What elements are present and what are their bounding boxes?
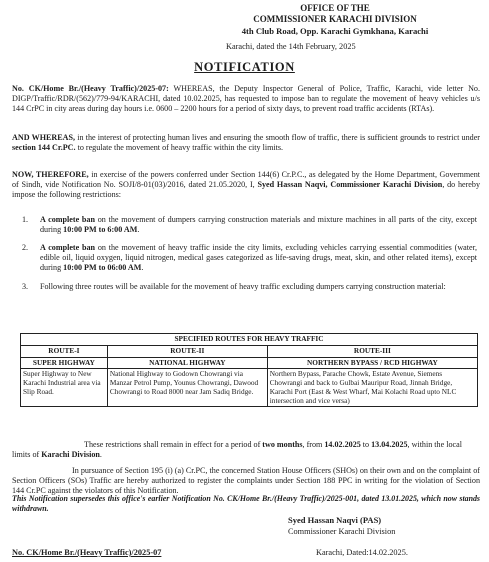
- signatory-designation: Commissioner Karachi Division: [288, 527, 396, 536]
- paragraph-whereas-text: WHEREAS, the Deputy Inspector General of Police, Traffic, Karachi, vide letter No. DIGP/Traffic/RDR/(562)/779-94/KARACHI, dated 10.02.2025, has requested to impose ban to regulate the movement of heavy vehicles u/s 144 CrPC in city areas during day hours i.e. 0600 – 2200 hours for a period of sixty days, to prevent road traffic accidents (RTAs).: [12, 84, 480, 114]
- restrictions-duration: two months: [262, 440, 303, 449]
- notification-reference: No. CK/Home Br./(Heavy Traffic)/2025-07:: [12, 84, 169, 93]
- paragraph-supersede: This Notification supersedes this office's earlier Notification No. CK/Home Br./(Heavy Traffic)/2025-001, dated 13.01.2025, which now stands withdrawn.: [12, 494, 480, 513]
- paragraph-now-therefore-tail: , do hereby impose the following restrictions:: [12, 180, 480, 200]
- restriction-number: 3.: [22, 282, 29, 291]
- restriction-number: 1.: [22, 215, 29, 224]
- paragraph-whereas: [12, 84, 480, 114]
- route-name: NATIONAL HIGHWAY: [107, 357, 267, 369]
- paragraph-now-therefore-lead: NOW, THEREFORE,: [12, 170, 89, 179]
- paragraph-pursuance: In pursuance of Section 195 (i) (a) Cr.PC, the concerned Station House Officers (SHOs) on their own and on the complaint of Section Officers (SOs) Traffic are hereby authorized to register the complaints under Section 188 PPC in writing for the violation of Section 144 Cr.PC against the violators of this Notification.: [12, 466, 480, 496]
- restriction-tail: .: [137, 225, 140, 235]
- signatory-name: Syed Hassan Naqvi (PAS): [288, 515, 382, 525]
- restrictions-area: Karachi Division: [41, 450, 100, 460]
- restrictions-text: , from: [302, 440, 325, 449]
- routes-table-caption: SPECIFIED ROUTES FOR HEAVY TRAFFIC: [21, 334, 478, 346]
- table-row: [21, 369, 478, 407]
- document-title: NOTIFICATION: [194, 60, 295, 74]
- restrictions-text: These restrictions shall remain in effect for a period of: [84, 440, 263, 449]
- paragraph-now-therefore-text: in exercise of the powers conferred under Section 144(6) Cr.P.C., as delegated by the Home Department, Government of Sindh, vide Notification No. SOJI/8-01(03)/2016, dated 21.05.2020, I,: [12, 170, 481, 190]
- table-caption-row: [21, 334, 478, 346]
- office-heading: OFFICE OF THE: [300, 3, 370, 13]
- route-name: SUPER HIGHWAY: [21, 357, 108, 369]
- restriction-item: [22, 215, 477, 235]
- restriction-item: [22, 282, 477, 292]
- restrictions-text: , within the local limits of: [12, 440, 462, 460]
- section-reference: section 144 Cr.PC.: [12, 143, 76, 153]
- restriction-time: 10:00 PM to 06:00 AM: [63, 263, 142, 273]
- endorsement-date: Karachi, Dated:14.02.2025.: [316, 548, 408, 557]
- restriction-text: Following three routes will be available for the movement of heavy traffic excluding dumpers carrying construction material:: [40, 282, 446, 291]
- restriction-tail: .: [141, 263, 144, 273]
- route-description: Super Highway to New Karachi Industrial area via Slip Road.: [21, 369, 108, 407]
- restrictions-text: to: [360, 440, 372, 449]
- routes-table: [20, 333, 478, 407]
- route-title: ROUTE-III: [267, 345, 477, 357]
- restriction-time: 10:00 PM to 6:00 AM: [63, 225, 138, 235]
- route-name: NORTHERN BYPASS / RCD HIGHWAY: [267, 357, 477, 369]
- restrictions-start-date: 14.02.2025: [324, 440, 361, 449]
- table-header-row: [21, 345, 478, 357]
- route-description: Northern Bypass, Parache Chowk, Estate Avenue, Siemens Chowrangi and back to Gulbai Mauripur Road, Jinnah Bridge, Karachi Port (East & West Wharf, Mai Kolachi Road upto NLC intersection and vice versa): [267, 369, 477, 407]
- restrictions-text: .: [99, 450, 102, 460]
- route-description: National Highway to Godown Chowrangi via Manzar Petrol Pump, Younus Chowrangi, Dawood Chowrangi to Road 8000 near Jam Sadiq Bridge.: [107, 369, 267, 407]
- restriction-text: on the movement of heavy traffic inside the city limits, excluding vehicles carrying essential commodities (water, edible oil, liquid oxygen, liquid nitrogen, medical gases categorized as life-saving drugs, meat, skin, and other related items), except during: [40, 243, 477, 273]
- table-subheader-row: [21, 357, 478, 369]
- issue-date: Karachi, dated the 14th February, 2025: [226, 42, 356, 51]
- office-name: COMMISSIONER KARACHI DIVISION: [253, 14, 417, 24]
- office-address: 4th Club Road, Opp. Karachi Gymkhana, Karachi: [241, 26, 429, 36]
- route-title: ROUTE-II: [107, 345, 267, 357]
- route-title: ROUTE-I: [21, 345, 108, 357]
- restriction-text: on the movement of dumpers carrying construction materials and mixture machines in all parts of the city, except during: [40, 215, 477, 235]
- restriction-number: 2.: [22, 243, 29, 252]
- paragraph-and-whereas-tail: to regulate the movement of heavy traffic within the city limits.: [75, 143, 284, 153]
- paragraph-and-whereas: [12, 133, 480, 153]
- restriction-lead: A complete ban: [40, 215, 95, 224]
- endorsement-reference: No. CK/Home Br./(Heavy Traffic)/2025-07: [12, 548, 162, 557]
- paragraph-and-whereas-lead: AND WHEREAS,: [12, 133, 75, 142]
- restrictions-period: [12, 440, 478, 460]
- restrictions-end-date: 13.04.2025: [371, 440, 408, 449]
- restriction-item: [22, 243, 477, 273]
- paragraph-now-therefore: [12, 170, 480, 200]
- commissioner-name: Syed Hassan Naqvi, Commissioner Karachi Division: [257, 180, 443, 190]
- restriction-lead: A complete ban: [40, 243, 96, 252]
- paragraph-and-whereas-text: in the interest of protecting human lives and ensuring the smooth flow of traffic, there is sufficient grounds to restrict under: [75, 133, 480, 142]
